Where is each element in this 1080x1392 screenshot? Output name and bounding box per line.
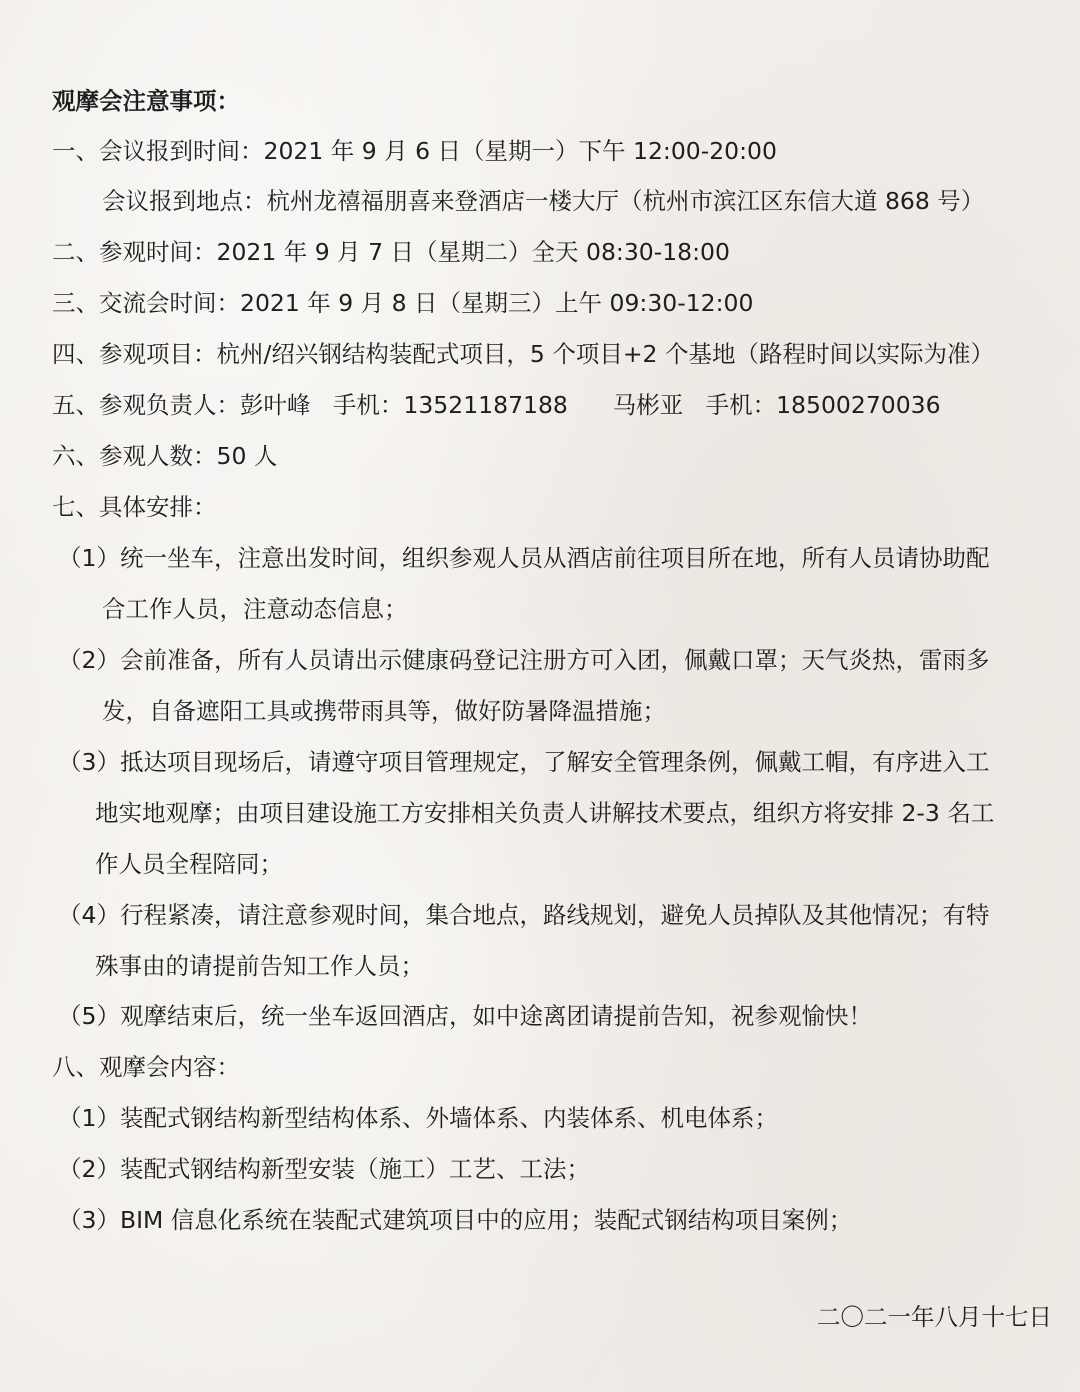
content-item-2: （2）装配式钢结构新型安装（施工）工艺、工法； [58, 1155, 590, 1183]
section-6-headcount: 六、参观人数：50 人 [52, 442, 278, 470]
content-item-1: （1）装配式钢结构新型结构体系、外墙体系、内装体系、机电体系； [58, 1104, 778, 1132]
date-signature: 二〇二一年八月十七日 [817, 1303, 1052, 1331]
section-1-checkin-location: 会议报到地点：杭州龙禧福朋喜来登酒店一楼大厅（杭州市滨江区东信大道 868 号） [102, 187, 985, 215]
arrangement-5-line-1: （5）观摩结束后，统一坐车返回酒店，如中途离团请提前告知，祝参观愉快！ [58, 1002, 872, 1030]
section-1-checkin-time: 一、会议报到时间：2021 年 9 月 6 日（星期一）下午 12:00-20:00 [52, 137, 777, 165]
section-7-heading: 七、具体安排： [52, 493, 217, 521]
section-2-visit-time: 二、参观时间：2021 年 9 月 7 日（星期二）全天 08:30-18:00 [52, 238, 730, 266]
section-3-exchange-time: 三、交流会时间：2021 年 9 月 8 日（星期三）上午 09:30-12:00 [52, 289, 754, 317]
arrangement-3-line-3: 作人员全程陪同； [95, 850, 283, 878]
arrangement-3-line-2: 地实地观摩；由项目建设施工方安排相关负责人讲解技术要点，组织方将安排 2-3 名工 [95, 799, 995, 827]
section-5-contacts: 五、参观负责人：彭叶峰 手机：13521187188 马彬亚 手机：18500270036 [52, 391, 941, 419]
section-4-visit-projects: 四、参观项目：杭州/绍兴钢结构装配式项目，5 个项目+2 个基地（路程时间以实际为准） [52, 340, 994, 368]
arrangement-2-line-1: （2）会前准备，所有人员请出示健康码登记注册方可入团，佩戴口罩；天气炎热，雷雨多 [58, 646, 990, 674]
arrangement-3-line-1: （3）抵达项目现场后，请遵守项目管理规定，了解安全管理条例，佩戴工帽，有序进入工 [58, 748, 990, 776]
document-title: 观摩会注意事项： [52, 87, 240, 115]
section-8-heading: 八、观摩会内容： [52, 1053, 240, 1081]
arrangement-1-line-2: 合工作人员，注意动态信息； [102, 595, 408, 623]
arrangement-4-line-1: （4）行程紧凑，请注意参观时间，集合地点，路线规划，避免人员掉队及其他情况；有特 [58, 901, 990, 929]
arrangement-1-line-1: （1）统一坐车，注意出发时间，组织参观人员从酒店前往项目所在地，所有人员请协助配 [58, 544, 990, 572]
arrangement-4-line-2: 殊事由的请提前告知工作人员； [95, 952, 424, 980]
content-item-3: （3）BIM 信息化系统在装配式建筑项目中的应用；装配式钢结构项目案例； [58, 1206, 853, 1234]
arrangement-2-line-2: 发，自备遮阳工具或携带雨具等，做好防暑降温措施； [102, 697, 666, 725]
